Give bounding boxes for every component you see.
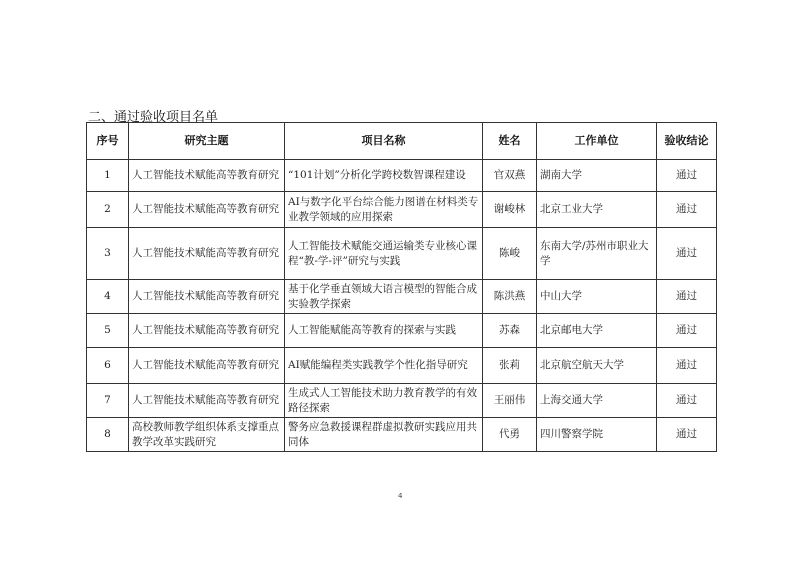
cell-name: 谢峻林 [483,192,537,228]
page-number: 4 [398,492,403,500]
cell-project: “101计划”分析化学跨校数智课程建设 [285,160,483,192]
cell-unit: 中山大学 [537,280,657,314]
cell-project: 生成式人工智能技术助力教育教学的有效路径探索 [285,384,483,418]
header-project: 项目名称 [285,123,483,160]
cell-unit: 北京工业大学 [537,192,657,228]
cell-unit: 东南大学/苏州市职业大学 [537,228,657,280]
header-topic: 研究主题 [129,123,285,160]
table-row [87,314,717,348]
cell-topic: 人工智能技术赋能高等教育研究 [129,384,285,418]
table-row [87,228,717,280]
cell-result: 通过 [657,160,717,192]
cell-result: 通过 [657,384,717,418]
cell-project: AI赋能编程类实践教学个性化指导研究 [285,348,483,384]
cell-topic: 人工智能技术赋能高等教育研究 [129,280,285,314]
cell-unit: 北京航空航天大学 [537,348,657,384]
table-row [87,160,717,192]
cell-topic: 人工智能技术赋能高等教育研究 [129,348,285,384]
cell-unit: 四川警察学院 [537,418,657,452]
cell-topic: 人工智能技术赋能高等教育研究 [129,192,285,228]
section-title: 二、通过验收项目名单 [88,110,219,125]
cell-name: 张莉 [483,348,537,384]
cell-result: 通过 [657,280,717,314]
cell-topic: 高校教师教学组织体系支撑重点教学改革实践研究 [129,418,285,452]
cell-name: 官双燕 [483,160,537,192]
cell-no: 1 [87,160,129,192]
header-no: 序号 [87,123,129,160]
header-result: 验收结论 [657,123,717,160]
cell-name: 王丽伟 [483,384,537,418]
cell-name: 苏森 [483,314,537,348]
cell-unit: 湖南大学 [537,160,657,192]
table-header-row [87,123,717,160]
cell-no: 4 [87,280,129,314]
table-row [87,280,717,314]
cell-no: 6 [87,348,129,384]
cell-project: 警务应急救援课程群虚拟教研实践应用共同体 [285,418,483,452]
header-name: 姓名 [483,123,537,160]
cell-project: AI与数字化平台综合能力图谱在材料类专业教学领域的应用探索 [285,192,483,228]
cell-result: 通过 [657,418,717,452]
cell-no: 7 [87,384,129,418]
cell-project: 基于化学垂直领域大语言模型的智能合成实验教学探索 [285,280,483,314]
cell-result: 通过 [657,314,717,348]
table-row [87,418,717,452]
cell-no: 2 [87,192,129,228]
cell-project: 人工智能赋能高等教育的探索与实践 [285,314,483,348]
cell-topic: 人工智能技术赋能高等教育研究 [129,228,285,280]
cell-result: 通过 [657,348,717,384]
header-unit: 工作单位 [537,123,657,160]
cell-name: 陈峻 [483,228,537,280]
cell-name: 代勇 [483,418,537,452]
cell-no: 8 [87,418,129,452]
cell-result: 通过 [657,192,717,228]
cell-project: 人工智能技术赋能交通运输类专业核心课程“教-学-评”研究与实践 [285,228,483,280]
table-row [87,348,717,384]
cell-result: 通过 [657,228,717,280]
table-row [87,384,717,418]
cell-topic: 人工智能技术赋能高等教育研究 [129,314,285,348]
cell-unit: 北京邮电大学 [537,314,657,348]
cell-topic: 人工智能技术赋能高等教育研究 [129,160,285,192]
cell-name: 陈洪燕 [483,280,537,314]
cell-unit: 上海交通大学 [537,384,657,418]
cell-no: 5 [87,314,129,348]
approved-projects-table [86,122,717,452]
table-row [87,192,717,228]
cell-no: 3 [87,228,129,280]
